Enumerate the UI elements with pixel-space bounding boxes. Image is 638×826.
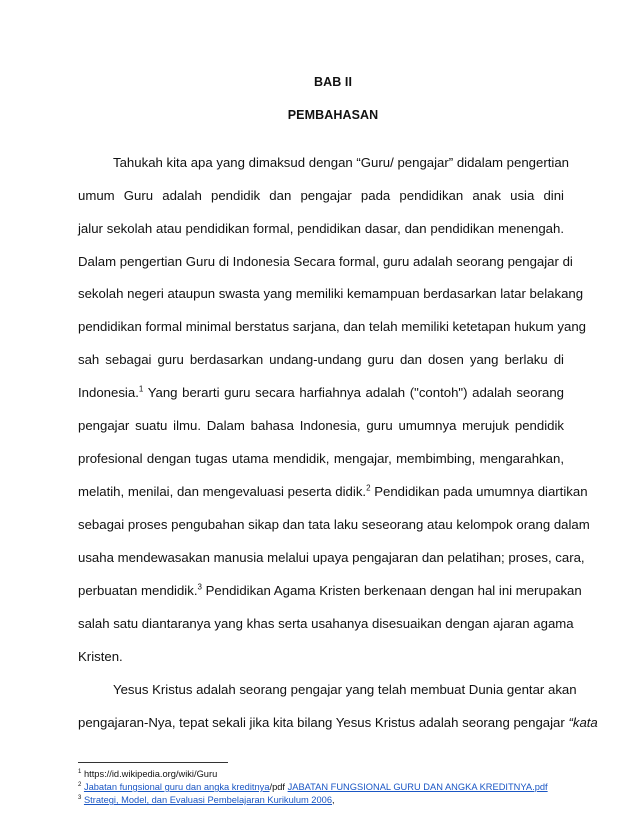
chapter-title: BAB II <box>313 75 353 89</box>
body-line-3: jalur sekolah atau pendidikan formal, pendidikan dasar, dan pendidikan menengah. <box>78 221 564 236</box>
body-line-15: salah satu diantaranya yang khas serta usahanya disesuaikan dengan ajaran agama <box>78 616 574 631</box>
footnote-3 <box>78 794 335 806</box>
body-line-4: Dalam pengertian Guru di Indonesia Secara formal, guru adalah seorang pengajar di <box>78 254 573 269</box>
body-line-2: umum Guru adalah pendidik dan pengajar pada pendidikan anak usia dini <box>78 188 564 203</box>
body-line-11 <box>78 483 588 500</box>
body-line-17: Yesus Kristus adalah seorang pengajar yang telah membuat Dunia gentar akan <box>113 682 577 697</box>
footnote-1 <box>78 768 217 780</box>
footnote-3-link[interactable]: Strategi, Model, dan Evaluasi Pembelajaran Kurikulum 2006 <box>83 795 332 805</box>
footnote-1-text: https://id.wikipedia.org/wiki/Guru <box>83 769 218 779</box>
body-line-14 <box>78 582 582 599</box>
body-line-text: Pendidikan Agama Kristen berkenaan dengan hal ini merupakan <box>201 583 582 598</box>
body-line-18 <box>78 715 598 731</box>
body-line-text: Indonesia. <box>78 385 139 400</box>
footnote-2 <box>78 781 548 793</box>
body-line-text: perbuatan mendidik. <box>78 583 198 598</box>
footnote-2-pdf-link[interactable]: JABATAN FUNGSIONAL GURU DAN ANGKA KREDITNYA.pdf <box>287 782 548 792</box>
body-line-8 <box>78 385 564 401</box>
body-line-6: pendidikan formal minimal berstatus sarjana, dan telah memiliki ketetapan hukum yang <box>78 319 586 334</box>
body-line-13: usaha mendewasakan manusia melalui upaya pengajaran dan pelatihan; proses, cara, <box>78 550 585 565</box>
section-title: PEMBAHASAN <box>287 108 379 122</box>
body-line-text: Pendidikan pada umumnya diartikan <box>370 484 588 499</box>
body-line-1: Tahukah kita apa yang dimaksud dengan “Guru/ pengajar” didalam pengertian <box>113 155 569 170</box>
footnote-ref-3[interactable]: 3 <box>197 582 202 592</box>
footnote-number: 1 <box>78 768 82 775</box>
body-line-12: sebagai proses pengubahan sikap dan tata laku seseorang atau kelompok orang dalam <box>78 517 590 532</box>
body-line-text: Yang berarti guru secara harfiahnya adalah ("contoh") adalah seorang <box>143 385 564 400</box>
footnote-divider <box>78 762 228 763</box>
body-line-7: sah sebagai guru berdasarkan undang-undang guru dan dosen yang berlaku di <box>78 352 564 367</box>
body-line-5: sekolah negeri ataupun swasta yang memiliki kemampuan berdasarkan latar belakang <box>78 286 584 301</box>
body-line-text: melatih, menilai, dan mengevaluasi peserta didik. <box>78 484 367 499</box>
footnote-ref-2[interactable]: 2 <box>366 483 371 493</box>
footnote-number: 3 <box>78 794 82 801</box>
footnote-2-link[interactable]: Jabatan fungsional guru dan angka kreditnya <box>83 782 270 792</box>
body-line-9: pengajar suatu ilmu. Dalam bahasa Indonesia, guru umumnya merujuk pendidik <box>78 418 564 433</box>
footnote-ref-1[interactable]: 1 <box>138 384 144 394</box>
footnote-2-separator: /pdf <box>269 782 288 792</box>
body-line-text: pengajaran-Nya, tepat sekali jika kita bilang Yesus Kristus adalah seorang pengajar <box>78 715 569 730</box>
body-line-16: Kristen. <box>78 649 123 664</box>
body-line-10: profesional dengan tugas utama mendidik, mengajar, membimbing, mengarahkan, <box>78 451 564 466</box>
footnote-number: 2 <box>78 781 82 788</box>
body-line-italic: “kata <box>568 715 598 730</box>
footnote-3-separator: , <box>332 795 335 805</box>
